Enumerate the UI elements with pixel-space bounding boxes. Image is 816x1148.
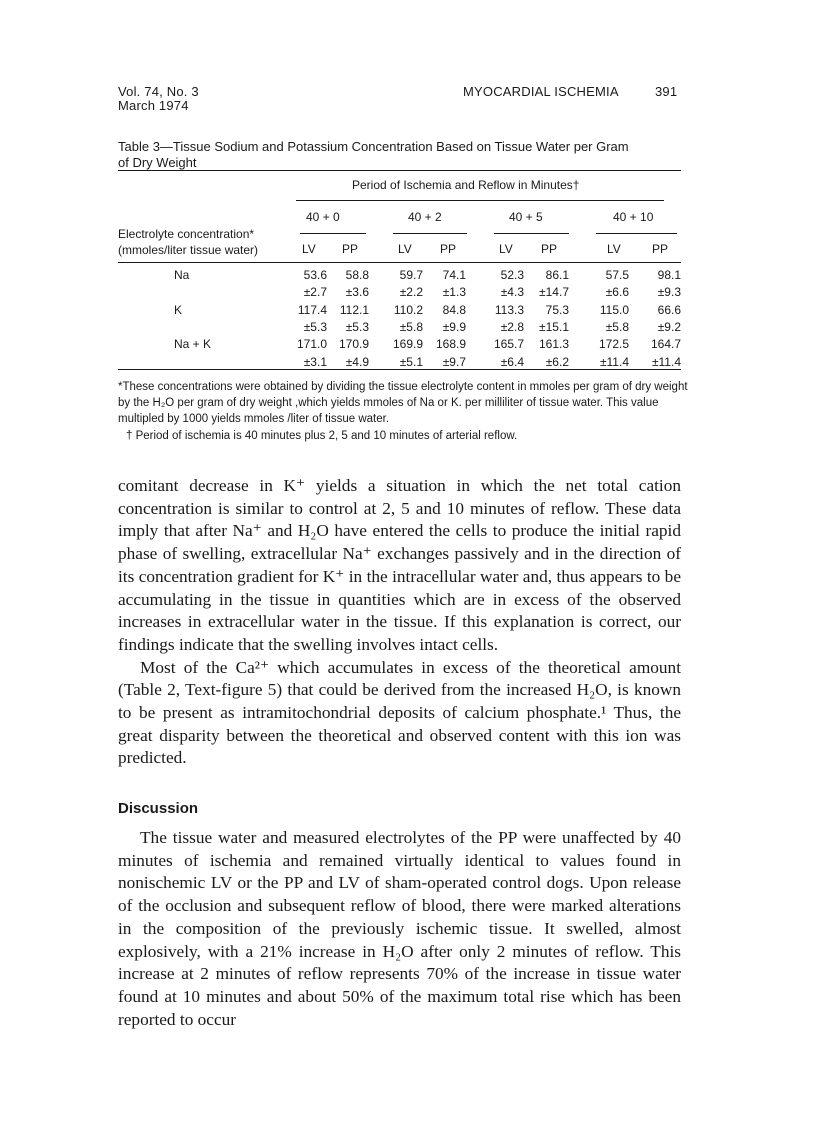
table-cell-mean: 74.1 bbox=[442, 268, 466, 282]
page-number: 391 bbox=[655, 84, 678, 99]
table-cell-se: ±9.2 bbox=[657, 319, 681, 334]
paragraph: Most of the Ca²⁺ which accumulates in excess of the theoretical amount (Table 2, Text-figure 5) that could be derived from the increased H₂O, is known to be present as intramitochondrial deposits of calcium phosphate.¹ Thus, the great disparity between the theoretical and observed content with this ion was predicted. bbox=[118, 657, 681, 768]
table-bottom-rule bbox=[118, 369, 681, 370]
table-cell-mean: 58.8 bbox=[345, 268, 369, 282]
table-spanner: Period of Ischemia and Reflow in Minutes† bbox=[352, 178, 580, 192]
row-header bbox=[118, 226, 258, 258]
group-rule bbox=[393, 233, 467, 234]
subcol-header: LV bbox=[302, 242, 316, 256]
table-cell-se: ±5.3 bbox=[345, 319, 369, 334]
table-footnote-1: *These concentrations were obtained by dividing the tissue electrolyte content in mmoles per gram of dry weight by the H₂O per gram of dry weight ,which yields mmoles of Na or K. per milliliter of tissue water. This value multipled by 1000 yields mmoles /liter of tissue water. bbox=[118, 381, 688, 425]
table-caption bbox=[118, 139, 688, 171]
group-header: 40 + 5 bbox=[509, 210, 543, 224]
table-cell-mean: 171.0 bbox=[296, 337, 327, 352]
table-header-rule bbox=[118, 262, 681, 263]
group-header: 40 + 10 bbox=[613, 210, 654, 224]
table-cell-mean: 59.7 bbox=[399, 268, 423, 282]
table-cell-mean: 170.9 bbox=[338, 337, 369, 352]
subcol-header: LV bbox=[499, 242, 513, 256]
table-cell-mean: 53.6 bbox=[303, 268, 327, 282]
table-cell-mean: 113.3 bbox=[494, 302, 524, 317]
table-footnote-2: † Period of ischemia is 40 minutes plus 2, 5 and 10 minutes of arterial reflow. bbox=[126, 430, 518, 442]
table-cell-se: ±5.1 bbox=[399, 354, 423, 369]
subcol-header: LV bbox=[398, 242, 412, 256]
body-section-1 bbox=[118, 475, 681, 770]
table-cell-se: ±2.7 bbox=[303, 285, 327, 300]
subcol-header: PP bbox=[440, 242, 457, 256]
table-cell-mean: 117.4 bbox=[297, 302, 327, 317]
table-cell-mean: 165.7 bbox=[493, 337, 524, 352]
table-cell-se: ±4.9 bbox=[345, 354, 369, 369]
subcol-header: PP bbox=[342, 242, 359, 256]
table-cell-mean: 98.1 bbox=[657, 268, 681, 282]
table-cell-se: ±14.7 bbox=[539, 285, 569, 300]
journal-volume: Vol. 74, No. 3 bbox=[118, 84, 199, 99]
table-top-rule bbox=[118, 170, 681, 171]
table-cell-se: ±6.4 bbox=[500, 354, 524, 369]
table-cell-se: ±11.4 bbox=[599, 354, 629, 369]
table-cell-se: ±9.9 bbox=[442, 319, 466, 334]
table-cell-se: ±2.8 bbox=[500, 319, 524, 334]
group-rule bbox=[494, 233, 569, 234]
spanner-rule bbox=[296, 200, 664, 201]
table-cell-se: ±9.3 bbox=[657, 285, 681, 300]
group-header: 40 + 0 bbox=[306, 210, 340, 224]
table-cell-mean: 110.2 bbox=[393, 302, 423, 317]
body-section-2 bbox=[118, 827, 681, 1031]
discussion-heading: Discussion bbox=[118, 800, 199, 817]
paragraph: The tissue water and measured electrolytes of the PP were unaffected by 40 minutes of ischemia and remained virtually identical to values found in nonischemic LV or the PP and LV of sham-operated control dogs. Upon release of the occlusion and subsequent reflow of blood, there were marked alterations in the composition of the previously ischemic tissue. It swelled, almost explosively, with a 21% increase in H₂O after only 2 minutes of reflow. This increase at 2 minutes of reflow represents 70% of the increase in tissue water found at 10 minutes and about 50% of the maximum total rise which has been reported to occur bbox=[118, 828, 681, 1029]
subcol-header: PP bbox=[541, 242, 558, 256]
table-cell-se: ±3.6 bbox=[345, 285, 369, 300]
table-cell-se: ±1.3 bbox=[442, 285, 466, 300]
table-cell-se: ±5.3 bbox=[303, 319, 327, 334]
table-cell-se: ±9.7 bbox=[442, 354, 466, 369]
row-label: Na bbox=[174, 268, 190, 282]
table-cell-mean: 57.5 bbox=[605, 268, 629, 282]
table-cell-se: ±15.1 bbox=[539, 319, 569, 334]
row-label: Na + K bbox=[174, 337, 212, 352]
table-cell-se: ±5.8 bbox=[399, 319, 423, 334]
subcol-header: LV bbox=[607, 242, 621, 256]
subcol-header: PP bbox=[652, 242, 669, 256]
journal-date: March 1974 bbox=[118, 98, 189, 113]
table-cell-mean: 84.8 bbox=[442, 302, 466, 317]
table-cell-se: ±4.3 bbox=[500, 285, 524, 300]
table-cell-mean: 172.5 bbox=[598, 337, 629, 352]
table-cell-se: ±6.6 bbox=[605, 285, 629, 300]
table-cell-se: ±2.2 bbox=[399, 285, 423, 300]
table-cell-mean: 115.0 bbox=[599, 302, 629, 317]
table-cell-se: ±5.8 bbox=[605, 319, 629, 334]
row-header-line: (mmoles/liter tissue water) bbox=[118, 243, 259, 257]
table-cell-mean: 164.7 bbox=[650, 337, 681, 352]
table-caption-line: of Dry Weight bbox=[118, 155, 197, 170]
table-caption-line: Table 3—Tissue Sodium and Potassium Concentration Based on Tissue Water per Gram bbox=[118, 139, 629, 154]
group-rule bbox=[300, 233, 366, 234]
table-cell-mean: 169.9 bbox=[392, 337, 423, 352]
table-cell-mean: 112.1 bbox=[339, 302, 369, 317]
row-label: K bbox=[174, 302, 183, 317]
table-cell-mean: 168.9 bbox=[435, 337, 466, 352]
table-cell-mean: 86.1 bbox=[545, 268, 569, 282]
table-cell-se: ±3.1 bbox=[303, 354, 327, 369]
running-title: MYOCARDIAL ISCHEMIA bbox=[463, 84, 619, 99]
table-cell-se: ±6.2 bbox=[545, 354, 569, 369]
group-header: 40 + 2 bbox=[408, 210, 442, 224]
table-cell-mean: 161.3 bbox=[538, 337, 569, 352]
row-header-line: Electrolyte concentration* bbox=[118, 227, 255, 241]
paragraph: comitant decrease in K⁺ yields a situation in which the net total cation concentration is similar to control at 2, 5 and 10 minutes of reflow. These data imply that after Na⁺ and H₂O have entered the cells to produce the initial rapid phase of swelling, extracellular Na⁺ exchanges passively and in the direction of its concentration gradient for K⁺ in the intracellular water and, thus appears to be accumulating in the tissue in quantities which are in excess of the observed increases in extracellular water in the tissue. If this explanation is correct, our findings indicate that the swelling involves intact cells. bbox=[118, 476, 681, 654]
table-cell-mean: 66.6 bbox=[657, 302, 681, 317]
group-rule bbox=[596, 233, 677, 234]
table-cell-se: ±11.4 bbox=[651, 354, 681, 369]
table-cell-mean: 75.3 bbox=[545, 302, 569, 317]
table-cell-mean: 52.3 bbox=[500, 268, 524, 282]
